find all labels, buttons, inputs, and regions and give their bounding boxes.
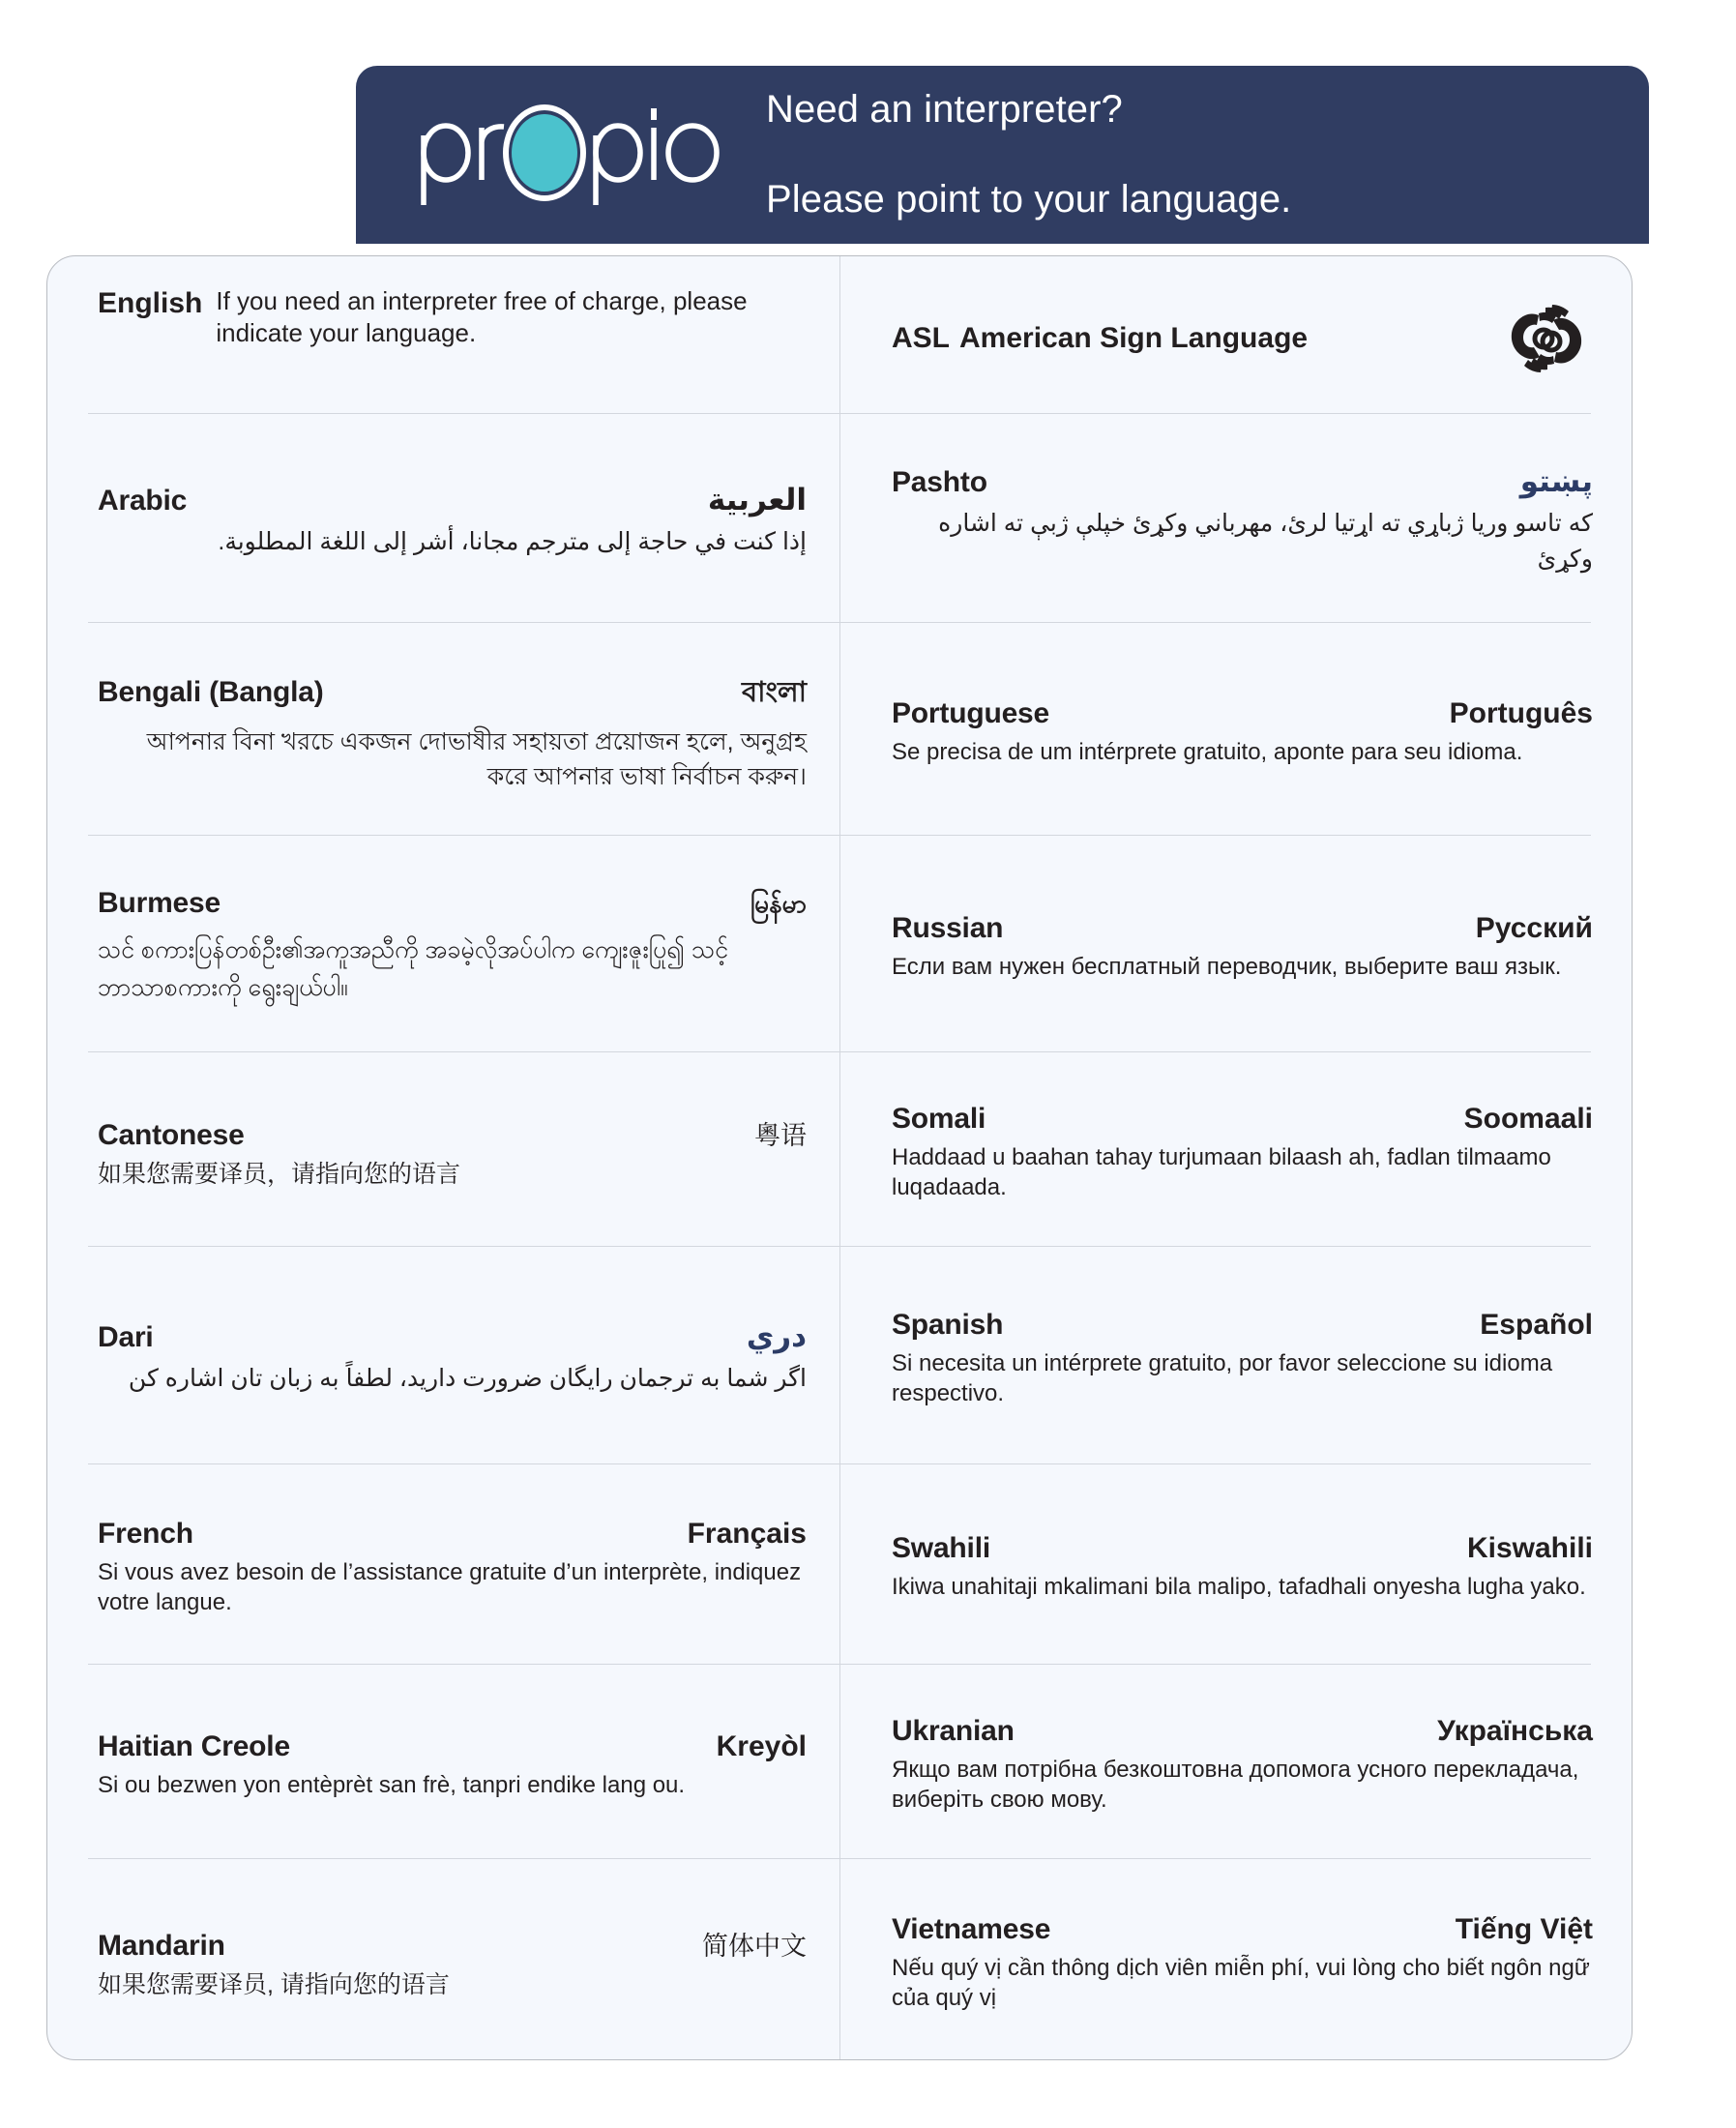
language-name-native: العربية [707, 482, 807, 517]
language-name-native: دري [746, 1319, 807, 1354]
language-heading [98, 887, 807, 925]
language-heading [892, 1715, 1593, 1748]
english-label: English [98, 287, 203, 319]
language-cell-dari[interactable] [47, 1246, 839, 1463]
language-name-english: Cantonese [98, 1119, 245, 1152]
language-sentence: Si necesita un intérprete gratuito, por favor seleccione su idioma respectivo. [892, 1349, 1553, 1406]
language-cell-pashto[interactable] [839, 413, 1632, 622]
language-name-native: বাংলা [741, 676, 807, 708]
language-heading [892, 1103, 1593, 1136]
language-name-native: Tiếng Việt [1455, 1912, 1593, 1945]
language-cell-russian[interactable] [839, 835, 1632, 1051]
language-name-native: Português [1449, 696, 1593, 729]
english-instruction-cell[interactable] [47, 256, 839, 413]
header-title-line2: Please point to your language. [766, 178, 1292, 222]
table-row [47, 835, 1632, 1051]
english-instruction-text: If you need an interpreter free of charge, please indicate your language. [216, 286, 748, 348]
language-cell-portuguese[interactable] [839, 622, 1632, 835]
asl-cell[interactable] [839, 256, 1632, 413]
language-name-native: Français [687, 1517, 807, 1550]
language-cell-somali[interactable] [839, 1051, 1632, 1246]
table-row [47, 1664, 1632, 1858]
language-name-native: မြန်မာ [750, 889, 807, 919]
language-name-english: Dari [98, 1321, 154, 1354]
language-heading [98, 670, 807, 718]
language-sentence: Haddaad u baahan tahay turjumaan bilaash ah, fadlan tilmaamo luqadaada. [892, 1143, 1551, 1201]
sign-language-hands-icon [1500, 303, 1593, 374]
language-name-english: Arabic [98, 484, 188, 517]
language-name-native: 粵语 [754, 1121, 807, 1151]
table-row [47, 413, 1632, 622]
language-cell-bengali[interactable] [47, 622, 839, 835]
language-name-english: Vietnamese [892, 1912, 1051, 1945]
language-name-english: Swahili [892, 1532, 990, 1565]
language-cell-french[interactable] [47, 1463, 839, 1665]
asl-full-name: American Sign Language [959, 321, 1309, 354]
language-heading [892, 1913, 1593, 1946]
language-name-english: Ukranian [892, 1715, 1015, 1748]
language-name-native: 简体中文 [702, 1931, 807, 1961]
language-name-native: Español [1480, 1308, 1593, 1341]
table-row [47, 1246, 1632, 1463]
language-name-english: Pashto [892, 465, 987, 498]
propio-logo [398, 92, 743, 218]
language-sentence: Nếu quý vị cần thông dịch viên miễn phí, vui lòng cho biết ngôn ngữ của quý vị [892, 1954, 1590, 2011]
language-sentence: که تاسو وریا ژباړي ته اړتیا لرئ، مهرباني وکړئ خپلې ژبې ته اشاره وکړئ [938, 509, 1593, 574]
language-heading [892, 697, 1593, 730]
table-row [47, 1463, 1632, 1665]
asl-abbreviation: ASL [892, 321, 950, 354]
language-name-native: Русский [1475, 911, 1593, 944]
language-heading [98, 1925, 807, 1963]
language-sentence: Якщо вам потрібна безкоштовна допомога усного перекладача, виберіть свою мову. [892, 1757, 1579, 1814]
language-heading [98, 483, 807, 517]
language-name-native: Kreyòl [716, 1729, 807, 1762]
language-cell-vietnamese[interactable] [839, 1858, 1632, 2059]
language-cell-spanish[interactable] [839, 1246, 1632, 1463]
language-heading [98, 1518, 807, 1551]
asl-label [892, 322, 1308, 355]
table-row [47, 622, 1632, 835]
language-cell-mandarin[interactable] [47, 1858, 839, 2059]
language-name-english: Spanish [892, 1308, 1004, 1341]
language-cell-cantonese[interactable] [47, 1051, 839, 1246]
language-grid [47, 256, 1632, 2059]
language-heading [98, 1114, 807, 1152]
language-cell-swahili[interactable] [839, 1463, 1632, 1665]
language-card [46, 255, 1633, 2060]
language-heading [892, 912, 1593, 945]
language-sentence: আপনার বিনা খরচে একজন দোভাষীর সহায়তা প্রয়োজন হলে, অনুগ্রহ করে আপনার ভাষা নির্বাচন করুন। [146, 727, 807, 790]
header-title-line1: Need an interpreter? [766, 87, 1123, 131]
language-heading [98, 1319, 807, 1354]
language-name-native: Українська [1437, 1715, 1593, 1748]
language-name-english: French [98, 1517, 193, 1550]
language-sentence: اگر شما به ترجمان رایگان ضرورت دارید، لطفاً به زبان تان اشاره کن [128, 1365, 807, 1393]
language-heading [892, 464, 1593, 499]
language-name-native: پښتو [1519, 463, 1593, 498]
language-sentence: သင် စကားပြန်တစ်ဦး၏အကူအညီကို အခမဲ့လိုအပ်ပါက ကျေးဇူးပြု၍ သင့်ဘာသာစကားကို ရွေးချယ်ပါ။ [98, 936, 728, 1001]
language-sentence: Si vous avez besoin de l’assistance gratuite d’un interprète, indiquez votre langue. [98, 1558, 802, 1615]
language-sentence: Если вам нужен бесплатный переводчик, выберите ваш язык. [892, 953, 1562, 980]
language-sentence: Se precisa de um intérprete gratuito, aponte para seu idioma. [892, 738, 1523, 765]
language-name-english: Haitian Creole [98, 1729, 290, 1762]
language-sentence: 如果您需要译员，请指向您的语言 [98, 1161, 461, 1189]
language-name-native: Kiswahili [1466, 1532, 1593, 1565]
header-bar [356, 66, 1649, 244]
table-row [47, 1051, 1632, 1246]
language-sentence: إذا كنت في حاجة إلى مترجم مجانا، أشر إلى اللغة المطلوبة. [218, 527, 807, 555]
table-row-intro [47, 256, 1632, 413]
language-cell-haitian-creole[interactable] [47, 1664, 839, 1858]
language-heading [892, 1309, 1593, 1342]
language-cell-arabic[interactable] [47, 413, 839, 622]
language-name-english: Russian [892, 911, 1004, 944]
language-name-english: Burmese [98, 887, 221, 920]
language-cell-burmese[interactable] [47, 835, 839, 1051]
language-name-native: Soomaali [1463, 1102, 1593, 1135]
language-name-english: Somali [892, 1102, 986, 1135]
language-name-english: Portuguese [892, 696, 1050, 729]
language-sentence: Si ou bezwen yon entèprèt san frè, tanpri endike lang ou. [98, 1771, 686, 1798]
header-title [766, 42, 1291, 268]
language-heading [892, 1532, 1593, 1565]
language-name-english: Bengali (Bangla) [98, 675, 324, 708]
table-row [47, 1858, 1632, 2059]
language-cell-ukranian[interactable] [839, 1664, 1632, 1858]
language-heading [98, 1730, 807, 1763]
language-name-english: Mandarin [98, 1929, 225, 1962]
language-sentence: 如果您需要译员, 请指向您的语言 [98, 1970, 450, 1998]
language-sentence: Ikiwa unahitaji mkalimani bila malipo, tafadhali onyesha lugha yako. [892, 1574, 1586, 1601]
